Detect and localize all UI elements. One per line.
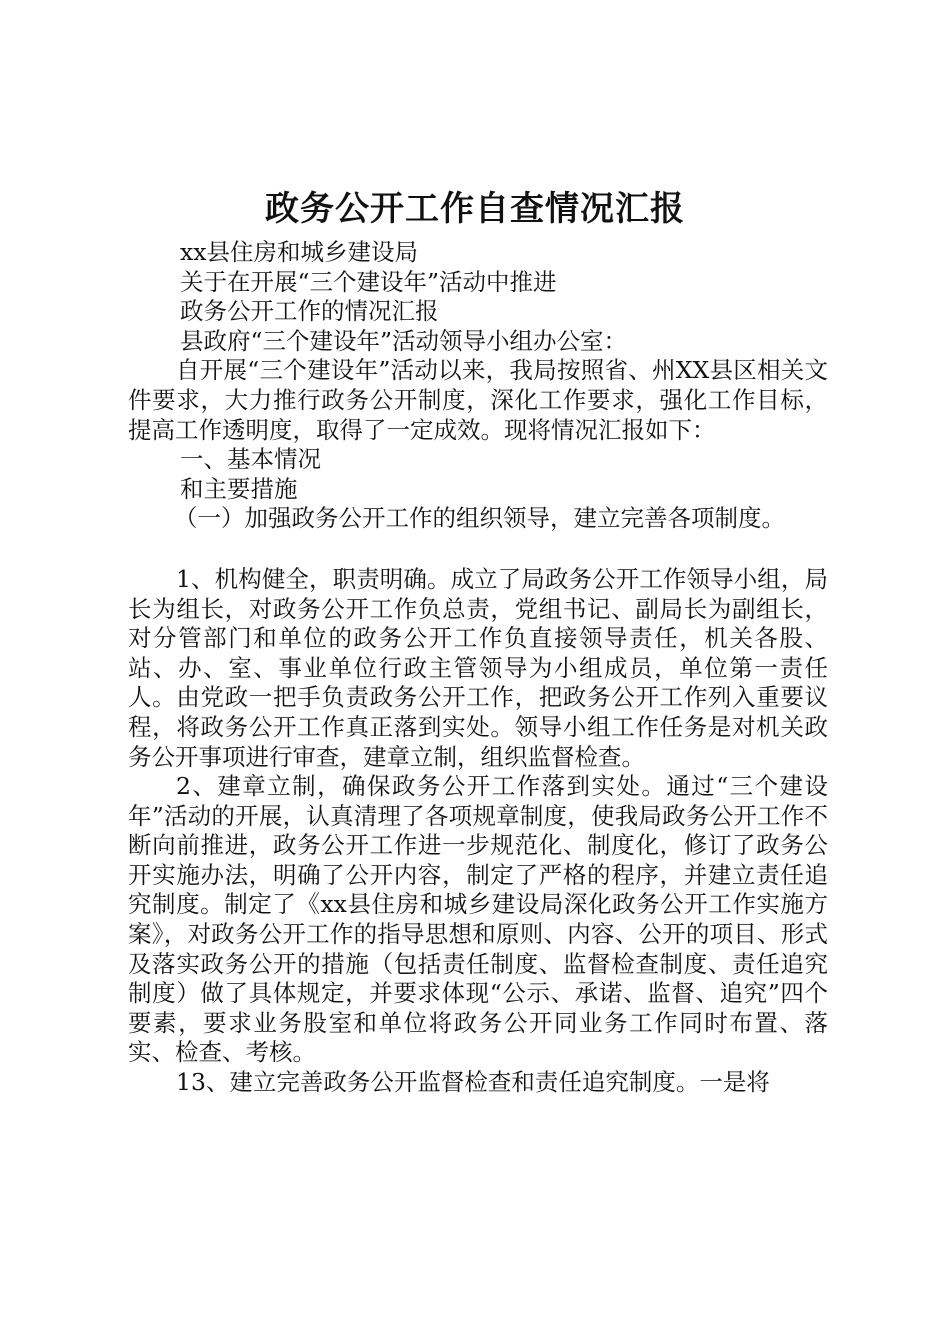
section-heading-measures: 和主要措施: [180, 474, 298, 503]
document-title: 政务公开工作自查情况汇报: [265, 189, 685, 229]
section-heading-basic: 一、基本情况: [180, 445, 321, 474]
subheading-organization: （一）加强政务公开工作的组织领导，建立完善各项制度。: [174, 504, 785, 533]
header-line-report: 政务公开工作的情况汇报: [180, 297, 439, 326]
header-line-recipient: 县政府“三个建设年”活动领导小组办公室：: [180, 326, 628, 355]
header-line-subject: 关于在开展“三个建设年”活动中推进: [180, 267, 557, 296]
document-body: [128, 238, 828, 1098]
paragraph-supervision: 13、建立完善政务公开监督检查和责任追究制度。一是将: [176, 1068, 770, 1097]
paragraph-institution: 1、机构健全，职责明确。成立了局政务公开工作领导小组，局长为组长，对政务公开工作负总责，党组书记、副局长为副组长，对分管部门和单位的政务公开工作负直接领导责任，机关各股、站、办、室、事业单位行政主管领导为小组成员，单位第一责任人。由党政一把手负责政务公开工作，把政务公开工作列入重要议程，将政务公开工作真正落到实处。领导小组工作任务是对机关政务公开事项进行审查，建章立制，组织监督检查。: [128, 564, 828, 771]
header-line-department: xx县住房和城乡建设局: [180, 238, 419, 266]
paragraph-spacer: [128, 534, 828, 565]
intro-paragraph: 自开展“三个建设年”活动以来，我局按照省、州XX县区相关文件要求，大力推行政务公开制度，深化工作要求，强化工作目标，提高工作透明度，取得了一定成效。现将情况汇报如下：: [128, 356, 828, 444]
paragraph-regulations: 2、建章立制，确保政务公开工作落到实处。通过“三个建设年”活动的开展，认真清理了各项规章制度，使我局政务公开工作不断向前推进，政务公开工作进一步规范化、制度化，修订了政务公开实施办法，明确了公开内容，制定了严格的程序，并建立责任追究制度。制定了《xx县住房和城乡建设局深化政务公开工作实施方案》，对政务公开工作的指导思想和原则、内容、公开的项目、形式及落实政务公开的措施（包括责任制度、监督检查制度、责任追究制度）做了具体规定，并要求体现“公示、承诺、监督、追究”四个要素，要求业务股室和单位将政务公开同业务工作同时布置、落实、检查、考核。: [128, 772, 828, 1067]
